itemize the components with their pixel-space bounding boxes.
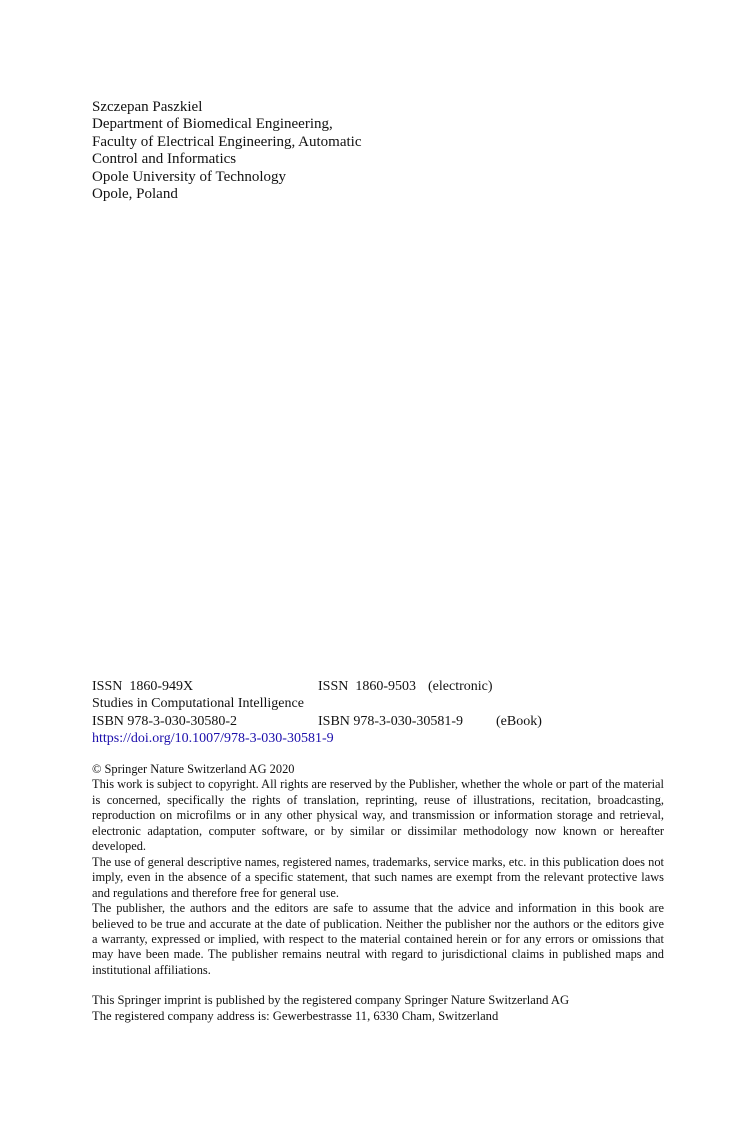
issn-electronic-note: (electronic) — [428, 679, 493, 694]
publication-metadata — [92, 678, 664, 748]
series-title: Studies in Computational Intelligence — [92, 696, 304, 712]
imprint-publisher-line: This Springer imprint is published by the registered company Springer Nature Switzerland AG — [92, 993, 570, 1007]
doi-link[interactable]: https://doi.org/10.1007/978-3-030-30581-9 — [92, 731, 334, 747]
issn-print — [92, 678, 193, 695]
imprint-notice — [92, 993, 664, 1024]
issn-print-label: ISSN — [92, 679, 123, 694]
copyright-line: © Springer Nature Switzerland AG 2020 — [92, 762, 295, 776]
imprint-address-line: The registered company address is: Gewerbestrasse 11, 6330 Cham, Switzerland — [92, 1008, 499, 1023]
isbn-ebook-note: (eBook) — [496, 713, 542, 729]
author-location: Opole, Poland — [92, 186, 178, 203]
rights-paragraph-trademarks: The use of general descriptive names, registered names, trademarks, service marks, etc. in this publication does not imply, even in the absence of a specific statement, that such names are exempt from the relevant protective laws and regulations and therefore free for general use. — [92, 854, 664, 900]
isbn-ebook: ISBN 978-3-030-30581-9 — [318, 713, 464, 729]
author-affiliation-block — [92, 99, 362, 203]
isbn-row — [92, 713, 664, 730]
issn-row — [92, 678, 664, 695]
issn-electronic — [318, 678, 416, 695]
series-row — [92, 695, 664, 712]
author-faculty: Faculty of Electrical Engineering, Automatic — [92, 133, 362, 150]
author-faculty-continued: Control and Informatics — [92, 151, 237, 168]
copyright-notice — [92, 762, 664, 978]
rights-paragraph-disclaimer: The publisher, the authors and the editors are safe to assume that the advice and information in this book are believed to be true and accurate at the date of publication. Neither the publisher nor the authors or the editors give a warranty, expressed or implied, with respect to the material contained herein or for any errors or omissions that may have been made. The publisher remains neutral with regard to jurisdictional claims in published maps and institutional affiliations. — [92, 901, 664, 977]
issn-electronic-label: ISSN — [318, 679, 349, 694]
author-university: Opole University of Technology — [92, 168, 287, 185]
author-name: Szczepan Paszkiel — [92, 99, 203, 115]
issn-print-value: 1860-949X — [129, 679, 194, 694]
doi-row — [92, 730, 664, 747]
isbn-print: ISBN 978-3-030-30580-2 — [92, 713, 238, 729]
author-department: Department of Biomedical Engineering, — [92, 116, 333, 133]
issn-electronic-value: 1860-9503 — [355, 679, 417, 694]
rights-paragraph-copyright: This work is subject to copyright. All rights are reserved by the Publisher, whether the whole or part of the material is concerned, specifically the rights of translation, reprinting, reuse of illustrations, recitation, broadcasting, reproduction on microfilms or in any other physical way, and transmission or information storage and retrieval, electronic adaptation, computer software, or by similar or dissimilar methodology now known or hereafter developed. — [92, 777, 664, 854]
